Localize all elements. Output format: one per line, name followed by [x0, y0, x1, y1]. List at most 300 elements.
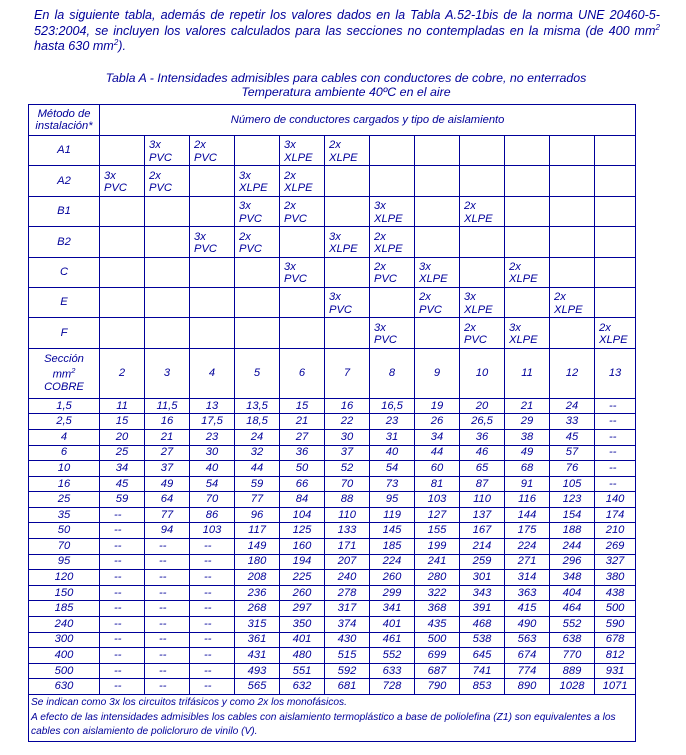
insulation-type: PVC — [419, 303, 443, 316]
method-label: E — [29, 287, 100, 317]
current-value: 538 — [460, 632, 505, 648]
current-value: -- — [190, 539, 235, 555]
table-subtitle: Temperatura ambiente 40ºC en el aire — [241, 85, 451, 99]
table-row — [29, 663, 636, 679]
section-value: 25 — [29, 492, 100, 508]
conductor-count: 2x — [284, 169, 296, 182]
conductor-count: 3x — [284, 260, 296, 273]
section-value: 630 — [29, 679, 100, 695]
method-cell — [415, 136, 460, 166]
current-value: 363 — [505, 585, 550, 601]
unit-sup: 2 — [71, 366, 76, 376]
method-cell — [550, 318, 595, 348]
current-value: 224 — [505, 539, 550, 555]
conductor-count: 2x — [374, 260, 386, 273]
current-value: 563 — [505, 632, 550, 648]
current-value: 26,5 — [460, 414, 505, 430]
current-value: 180 — [235, 554, 280, 570]
method-cell — [415, 196, 460, 226]
conductor-count: 3x — [464, 291, 476, 304]
conductor-count: 2x — [284, 200, 296, 213]
current-value: 16 — [145, 414, 190, 430]
current-value: -- — [145, 554, 190, 570]
current-value: 167 — [460, 523, 505, 539]
method-cell — [280, 166, 325, 196]
method-cell — [100, 196, 145, 226]
method-cell — [460, 196, 505, 226]
current-value: 1028 — [550, 679, 595, 695]
current-value: 15 — [100, 414, 145, 430]
header-row — [29, 105, 636, 136]
current-value: -- — [145, 585, 190, 601]
insulation-type: XLPE — [329, 243, 358, 256]
current-value: 125 — [280, 523, 325, 539]
section-value: 240 — [29, 617, 100, 633]
current-value: 20 — [460, 398, 505, 414]
current-value: 638 — [550, 632, 595, 648]
current-value: 241 — [415, 554, 460, 570]
current-value: 435 — [415, 617, 460, 633]
method-cell — [325, 257, 370, 287]
current-value: 210 — [595, 523, 636, 539]
current-value: 931 — [595, 663, 636, 679]
current-value: 24 — [550, 398, 595, 414]
current-value: 236 — [235, 585, 280, 601]
section-value: 50 — [29, 523, 100, 539]
method-header: Método de instalación* — [29, 105, 100, 136]
intro-sup-1: 2 — [655, 22, 660, 32]
current-value: -- — [100, 585, 145, 601]
method-cell — [505, 257, 550, 287]
current-value: 315 — [235, 617, 280, 633]
current-value: 590 — [595, 617, 636, 633]
table-row — [29, 570, 636, 586]
current-value: 11,5 — [145, 398, 190, 414]
current-value: 44 — [415, 445, 460, 461]
current-value: 77 — [145, 507, 190, 523]
current-value: 123 — [550, 492, 595, 508]
insulation-type: PVC — [149, 182, 173, 195]
current-value: 145 — [370, 523, 415, 539]
method-cell — [595, 287, 636, 317]
conductor-count: 2x — [239, 230, 251, 243]
current-value: 26 — [415, 414, 460, 430]
section-value: 500 — [29, 663, 100, 679]
method-cell — [145, 318, 190, 348]
current-value: -- — [100, 523, 145, 539]
current-value: 60 — [415, 461, 460, 477]
current-value: 84 — [280, 492, 325, 508]
current-value: 297 — [280, 601, 325, 617]
current-value: 790 — [415, 679, 460, 695]
method-cell — [190, 136, 235, 166]
current-value: 296 — [550, 554, 595, 570]
current-value: -- — [190, 570, 235, 586]
current-value: -- — [595, 461, 636, 477]
method-cell — [505, 196, 550, 226]
current-value: 45 — [550, 429, 595, 445]
column-number: 11 — [505, 348, 550, 398]
method-cell — [505, 318, 550, 348]
current-value: 94 — [145, 523, 190, 539]
insulation-type: XLPE — [374, 243, 403, 256]
table-row — [29, 461, 636, 477]
insulation-type: XLPE — [419, 273, 448, 286]
method-row — [29, 136, 636, 166]
conductor-count: 2x — [509, 260, 521, 273]
current-value: 54 — [370, 461, 415, 477]
current-value: 174 — [595, 507, 636, 523]
current-value: 16,5 — [370, 398, 415, 414]
current-value: -- — [190, 648, 235, 664]
method-cell — [460, 257, 505, 287]
current-value: -- — [145, 632, 190, 648]
conductor-count: 3x — [374, 321, 386, 334]
table-row — [29, 445, 636, 461]
current-value: 681 — [325, 679, 370, 695]
intro-sup-2: 2 — [113, 38, 119, 47]
intro-line-2: UNE 20460-5-523:2004, se incluyen los valores calculados para las secciones no — [34, 8, 661, 38]
column-number: 10 — [460, 348, 505, 398]
current-value: 110 — [460, 492, 505, 508]
section-value: 1,5 — [29, 398, 100, 414]
table-row — [29, 632, 636, 648]
conductor-count: 2x — [554, 291, 566, 304]
current-value: 853 — [460, 679, 505, 695]
current-value: 154 — [550, 507, 595, 523]
current-value: 103 — [190, 523, 235, 539]
current-value: 137 — [460, 507, 505, 523]
insulation-type: PVC — [284, 273, 308, 286]
current-value: 259 — [460, 554, 505, 570]
method-cell — [325, 318, 370, 348]
method-cell — [235, 166, 280, 196]
current-value: 23 — [370, 414, 415, 430]
method-cell — [460, 166, 505, 196]
footnote-row — [29, 695, 636, 742]
current-value: 552 — [370, 648, 415, 664]
section-value: 10 — [29, 461, 100, 477]
method-cell — [370, 257, 415, 287]
current-value: 207 — [325, 554, 370, 570]
table-row — [29, 648, 636, 664]
current-value: -- — [145, 617, 190, 633]
method-cell — [370, 136, 415, 166]
current-value: 322 — [415, 585, 460, 601]
current-value: -- — [145, 539, 190, 555]
current-value: -- — [145, 663, 190, 679]
current-value: -- — [100, 570, 145, 586]
current-value: 299 — [370, 585, 415, 601]
current-value: 774 — [505, 663, 550, 679]
table-row — [29, 398, 636, 414]
current-value: 260 — [280, 585, 325, 601]
current-value: 741 — [460, 663, 505, 679]
conductor-count: 3x — [239, 200, 251, 213]
current-value: 34 — [415, 429, 460, 445]
conductor-count: 2x — [149, 169, 161, 182]
current-value: 31 — [370, 429, 415, 445]
column-number: 2 — [100, 348, 145, 398]
current-value: -- — [190, 679, 235, 695]
current-value: 674 — [505, 648, 550, 664]
method-cell — [325, 166, 370, 196]
method-cell — [235, 136, 280, 166]
current-value: -- — [100, 507, 145, 523]
current-value: 401 — [280, 632, 325, 648]
current-value: 36 — [280, 445, 325, 461]
intro-line-3b: hasta 630 mm — [34, 39, 114, 54]
current-value: 22 — [325, 414, 370, 430]
method-cell — [595, 227, 636, 257]
table-row — [29, 617, 636, 633]
method-cell — [190, 227, 235, 257]
current-value: 889 — [550, 663, 595, 679]
current-value: 314 — [505, 570, 550, 586]
current-value: 54 — [190, 476, 235, 492]
current-value: -- — [100, 617, 145, 633]
current-value: 20 — [100, 429, 145, 445]
section-header-row — [29, 348, 636, 398]
column-number: 3 — [145, 348, 190, 398]
current-value: 890 — [505, 679, 550, 695]
table-row — [29, 539, 636, 555]
intro-line-3a: contempladas en la misma (de 400 mm — [426, 23, 656, 38]
table-title: Tabla A - Intensidades admisibles para cables con conductores de cobre, no enterrados — [105, 71, 587, 85]
method-cell — [280, 287, 325, 317]
current-value: 40 — [190, 461, 235, 477]
current-value: 592 — [325, 663, 370, 679]
method-cell — [145, 196, 190, 226]
current-value: 490 — [505, 617, 550, 633]
method-cell — [100, 257, 145, 287]
method-cell — [190, 257, 235, 287]
method-cell — [595, 196, 636, 226]
current-value: 480 — [280, 648, 325, 664]
current-value: 185 — [370, 539, 415, 555]
conductor-count: 2x — [464, 200, 476, 213]
insulation-type: PVC — [284, 212, 308, 225]
current-value: 565 — [235, 679, 280, 695]
current-value: 59 — [235, 476, 280, 492]
insulation-type: PVC — [194, 151, 218, 164]
insulation-type: XLPE — [329, 151, 358, 164]
current-value: 70 — [325, 476, 370, 492]
method-cell — [370, 227, 415, 257]
current-value: -- — [100, 539, 145, 555]
method-cell — [145, 287, 190, 317]
current-value: 500 — [415, 632, 460, 648]
current-value: 34 — [100, 461, 145, 477]
method-cell — [325, 287, 370, 317]
section-value: 35 — [29, 507, 100, 523]
current-value: 127 — [415, 507, 460, 523]
current-value: 341 — [370, 601, 415, 617]
method-cell — [235, 227, 280, 257]
current-value: 149 — [235, 539, 280, 555]
current-value: 16 — [325, 398, 370, 414]
method-cell — [190, 318, 235, 348]
current-value: 40 — [370, 445, 415, 461]
current-value: 468 — [460, 617, 505, 633]
insulation-type: XLPE — [284, 151, 313, 164]
current-value: 415 — [505, 601, 550, 617]
intro-line-3c: ). — [118, 39, 126, 54]
current-value: 13,5 — [235, 398, 280, 414]
current-value: 105 — [550, 476, 595, 492]
current-value: 327 — [595, 554, 636, 570]
column-number: 9 — [415, 348, 460, 398]
current-value: 391 — [460, 601, 505, 617]
method-cell — [550, 196, 595, 226]
section-value: 150 — [29, 585, 100, 601]
current-value: 32 — [235, 445, 280, 461]
current-value: -- — [190, 554, 235, 570]
conductor-count: 3x — [284, 139, 296, 152]
column-number: 12 — [550, 348, 595, 398]
method-cell — [505, 136, 550, 166]
current-value: 461 — [370, 632, 415, 648]
method-cell — [460, 318, 505, 348]
current-value: -- — [100, 679, 145, 695]
table-row — [29, 679, 636, 695]
conductor-count: 2x — [194, 139, 206, 152]
ampacity-table — [28, 104, 636, 742]
current-value: -- — [190, 601, 235, 617]
conductor-count: 3x — [419, 260, 431, 273]
method-cell — [100, 318, 145, 348]
method-cell — [280, 227, 325, 257]
method-cell — [235, 287, 280, 317]
section-value: 16 — [29, 476, 100, 492]
method-cell — [325, 136, 370, 166]
current-value: 199 — [415, 539, 460, 555]
method-cell — [235, 318, 280, 348]
current-value: 77 — [235, 492, 280, 508]
method-label: B2 — [29, 227, 100, 257]
table-row — [29, 554, 636, 570]
method-label: B1 — [29, 196, 100, 226]
section-unit — [29, 365, 99, 381]
current-value: 645 — [460, 648, 505, 664]
method-cell — [415, 166, 460, 196]
current-value: 493 — [235, 663, 280, 679]
table-caption — [28, 71, 664, 99]
insulation-type: PVC — [329, 303, 353, 316]
current-value: 224 — [370, 554, 415, 570]
current-value: 280 — [415, 570, 460, 586]
current-value: 64 — [145, 492, 190, 508]
current-value: 317 — [325, 601, 370, 617]
current-value: 24 — [235, 429, 280, 445]
current-value: 15 — [280, 398, 325, 414]
current-value: 678 — [595, 632, 636, 648]
method-cell — [145, 257, 190, 287]
current-value: 188 — [550, 523, 595, 539]
current-value: 117 — [235, 523, 280, 539]
current-value: -- — [595, 476, 636, 492]
column-number: 6 — [280, 348, 325, 398]
insulation-type: XLPE — [554, 303, 583, 316]
insulation-type: XLPE — [239, 182, 268, 195]
method-cell — [550, 227, 595, 257]
current-value: 23 — [190, 429, 235, 445]
section-value: 95 — [29, 554, 100, 570]
method-cell — [235, 196, 280, 226]
current-value: 687 — [415, 663, 460, 679]
method-cell — [370, 196, 415, 226]
current-value: 343 — [460, 585, 505, 601]
method-cell — [415, 227, 460, 257]
method-cell — [595, 318, 636, 348]
method-cell — [550, 136, 595, 166]
current-value: 160 — [280, 539, 325, 555]
current-value: 95 — [370, 492, 415, 508]
footnotes — [29, 695, 636, 742]
current-value: 70 — [190, 492, 235, 508]
method-cell — [100, 287, 145, 317]
method-cell — [550, 166, 595, 196]
method-cell — [325, 196, 370, 226]
method-cell — [595, 166, 636, 196]
current-value: 225 — [280, 570, 325, 586]
current-value: 52 — [325, 461, 370, 477]
insulation-type: PVC — [104, 182, 128, 195]
method-cell — [550, 257, 595, 287]
column-number: 13 — [595, 348, 636, 398]
insulation-type: XLPE — [509, 334, 538, 347]
insulation-type: XLPE — [284, 182, 313, 195]
current-value: 25 — [100, 445, 145, 461]
current-value: 500 — [595, 601, 636, 617]
current-value: 19 — [415, 398, 460, 414]
current-value: 76 — [550, 461, 595, 477]
current-value: 269 — [595, 539, 636, 555]
insulation-type: XLPE — [464, 212, 493, 225]
current-value: 45 — [100, 476, 145, 492]
section-value: 185 — [29, 601, 100, 617]
method-cell — [100, 227, 145, 257]
current-value: 116 — [505, 492, 550, 508]
current-value: 361 — [235, 632, 280, 648]
section-material: COBRE — [44, 381, 84, 394]
current-value: 110 — [325, 507, 370, 523]
current-value: 171 — [325, 539, 370, 555]
current-value: 21 — [145, 429, 190, 445]
method-row — [29, 287, 636, 317]
method-cell — [415, 257, 460, 287]
conductor-count: 3x — [194, 230, 206, 243]
current-value: 96 — [235, 507, 280, 523]
current-value: 30 — [325, 429, 370, 445]
current-value: 18,5 — [235, 414, 280, 430]
method-cell — [460, 287, 505, 317]
method-row — [29, 257, 636, 287]
method-cell — [415, 318, 460, 348]
current-value: 91 — [505, 476, 550, 492]
method-cell — [190, 166, 235, 196]
current-value: 260 — [370, 570, 415, 586]
current-value: 268 — [235, 601, 280, 617]
method-cell — [280, 196, 325, 226]
section-header — [29, 348, 100, 398]
current-value: 175 — [505, 523, 550, 539]
conductor-count: 2x — [374, 230, 386, 243]
current-value: 87 — [460, 476, 505, 492]
table-row — [29, 601, 636, 617]
current-value: 21 — [280, 414, 325, 430]
current-value: 240 — [325, 570, 370, 586]
